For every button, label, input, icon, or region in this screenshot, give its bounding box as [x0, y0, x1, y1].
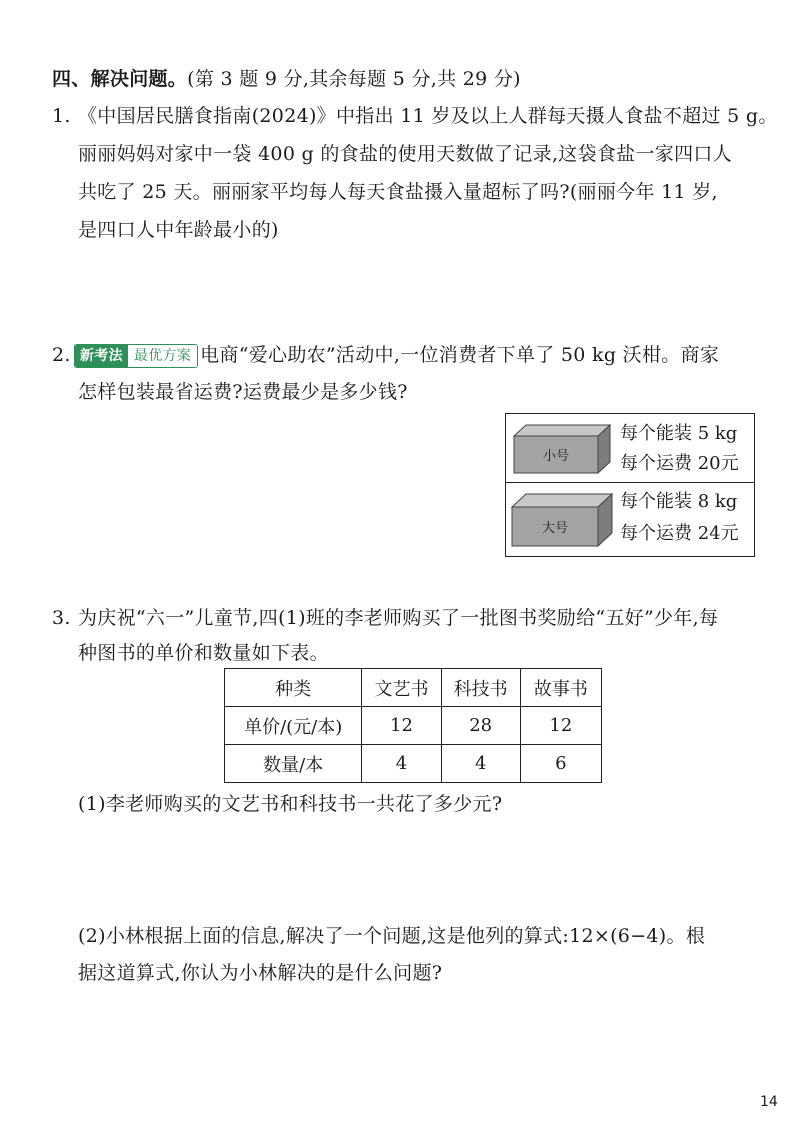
table-header-cell: 科技书	[441, 669, 520, 707]
large-cost: 每个运费 24元	[620, 523, 739, 544]
small-box-label: 小号	[542, 449, 569, 464]
q3-number: 3.	[52, 607, 71, 629]
table-header-cell: 文艺书	[362, 669, 441, 707]
book-table	[224, 668, 602, 783]
section-title: 四、解决问题。	[52, 68, 188, 90]
package-info-box	[505, 413, 755, 557]
page-number: 14	[760, 1094, 778, 1110]
table-header-cell: 故事书	[520, 669, 601, 707]
q1-line: 共吃了 25 天。丽丽家平均每人每天食盐摄入量超标了吗?(丽丽今年 11 岁,	[78, 181, 718, 203]
q1-text	[78, 97, 778, 249]
large-package-row	[506, 483, 754, 555]
q1-number: 1.	[52, 105, 71, 127]
tag-primary: 新考法	[75, 345, 128, 367]
q3-sub1: (1)李老师购买的文艺书和科技书一共花了多少元?	[78, 793, 503, 815]
small-package-row	[506, 414, 754, 483]
small-capacity: 每个能装 5 kg	[620, 423, 738, 444]
table-cell: 6	[520, 745, 601, 783]
q2-line1	[70, 336, 719, 374]
table-cell: 4	[441, 745, 520, 783]
q2-text-line2: 怎样包装最省运费?运费最少是多少钱?	[78, 381, 408, 403]
q3-sub2-line2: 据这道算式,你认为小林解决的是什么问题?	[78, 962, 443, 984]
section-heading	[52, 60, 521, 98]
q2-text-line1: 电商“爱心助农”活动中,一位消费者下单了 50 kg 沃柑。商家	[200, 344, 720, 366]
table-cell: 4	[362, 745, 441, 783]
table-cell: 12	[520, 707, 601, 745]
large-capacity: 每个能装 8 kg	[620, 491, 738, 512]
q3-text-line2: 种图书的单价和数量如下表。	[78, 642, 329, 664]
table-cell: 28	[441, 707, 520, 745]
tag-secondary: 最优方案	[128, 345, 197, 367]
table-cell: 12	[362, 707, 441, 745]
table-header-row	[225, 669, 602, 707]
table-row	[225, 707, 602, 745]
q2-number: 2.	[52, 344, 71, 366]
large-box-label: 大号	[541, 521, 568, 536]
q1-line: 是四口人中年龄最小的)	[78, 219, 279, 241]
table-row	[225, 745, 602, 783]
q1-line: 丽丽妈妈对家中一袋 400 g 的食盐的使用天数做了记录,这袋食盐一家四口人	[78, 143, 732, 165]
table-header-cell: 种类	[225, 669, 362, 707]
small-cost: 每个运费 20元	[620, 453, 739, 474]
table-cell: 数量/本	[225, 745, 362, 783]
table-cell: 单价/(元/本)	[225, 707, 362, 745]
q3-sub2-line1: (2)小林根据上面的信息,解决了一个问题,这是他列的算式:12×(6−4)。根	[78, 925, 706, 947]
q1-line: 《中国居民膳食指南(2024)》中指出 11 岁及以上人群每天摄人食盐不超过 5 g。	[78, 105, 778, 127]
q3-text-line1: 为庆祝“六一”儿童节,四(1)班的李老师购买了一批图书奖励给“五好”少年,每	[78, 607, 719, 629]
section-note: (第 3 题 9 分,其余每题 5 分,共 29 分)	[187, 68, 521, 90]
q2-tag	[74, 344, 198, 368]
